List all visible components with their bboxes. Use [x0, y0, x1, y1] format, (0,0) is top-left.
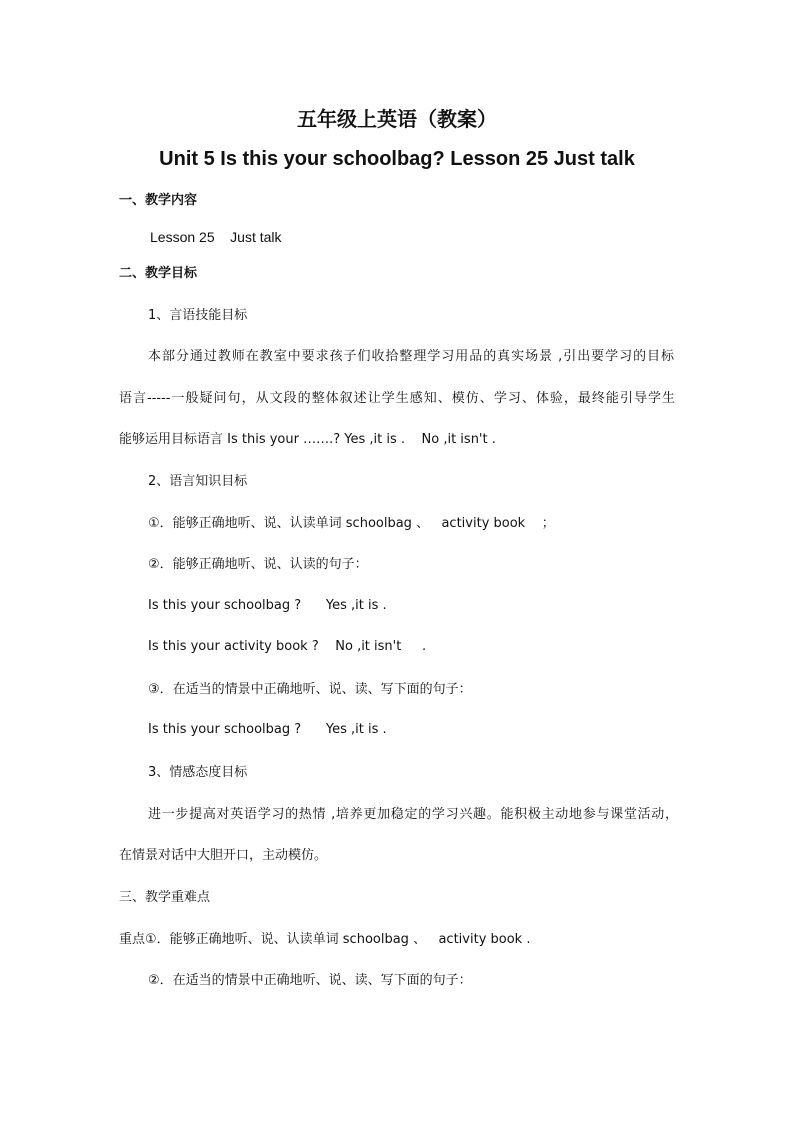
goal2-sentence2: Is this your activity book ? No ,it isn't .: [148, 639, 427, 654]
lesson-content: Lesson 25 Just talk: [150, 229, 282, 245]
goal2-item2: ②．能够正确地听、说、认读的句子：: [148, 557, 368, 572]
goal1-paragraph-line3: 能够运用目标语言 Is this your …….? Yes ,it is . No ,it isn't .: [119, 432, 496, 447]
goal2-item3: ③．在适当的情景中正确地听、说、读、写下面的句子：: [148, 682, 472, 697]
goal3-paragraph-line2: 在情景对话中大胆开口，主动模仿。: [119, 848, 328, 863]
goal2-sentence3: Is this your schoolbag ? Yes ,it is .: [148, 722, 387, 737]
goal2-title: 2、语言知识目标: [148, 474, 248, 489]
goal1-title: 1、言语技能目标: [148, 308, 248, 323]
section-heading-key-points: 三、教学重难点: [119, 890, 211, 905]
key-point-2: ②．在适当的情景中正确地听、说、读、写下面的句子：: [148, 973, 472, 988]
goal3-title: 3、情感态度目标: [148, 765, 248, 780]
goal2-item1: ①．能够正确地听、说、认读单词 schoolbag 、 activity book ；: [148, 516, 555, 531]
goal1-paragraph-line2: 语言-----一般疑问句，从文段的整体叙述让学生感知、模仿、学习、体验，最终能引导学生: [119, 391, 675, 406]
document-subtitle: Unit 5 Is this your schoolbag? Lesson 25 Just talk: [159, 148, 635, 170]
goal3-paragraph-line1: 进一步提高对英语学习的热情 ,培养更加稳定的学习兴趣。能积极主动地参与课堂活动，: [148, 807, 678, 822]
section-heading-content: 一、教学内容: [119, 193, 198, 208]
section-heading-goals: 二、教学目标: [119, 266, 198, 281]
key-point-1: 重点①．能够正确地听、说、认读单词 schoolbag 、 activity book .: [119, 932, 531, 947]
goal1-paragraph-line1: 本部分通过教师在教室中要求孩子们收拾整理学习用品的真实场景 ,引出要学习的目标: [148, 349, 674, 364]
document-title: 五年级上英语（教案）: [297, 107, 497, 131]
goal2-sentence1: Is this your schoolbag ? Yes ,it is .: [148, 598, 387, 613]
